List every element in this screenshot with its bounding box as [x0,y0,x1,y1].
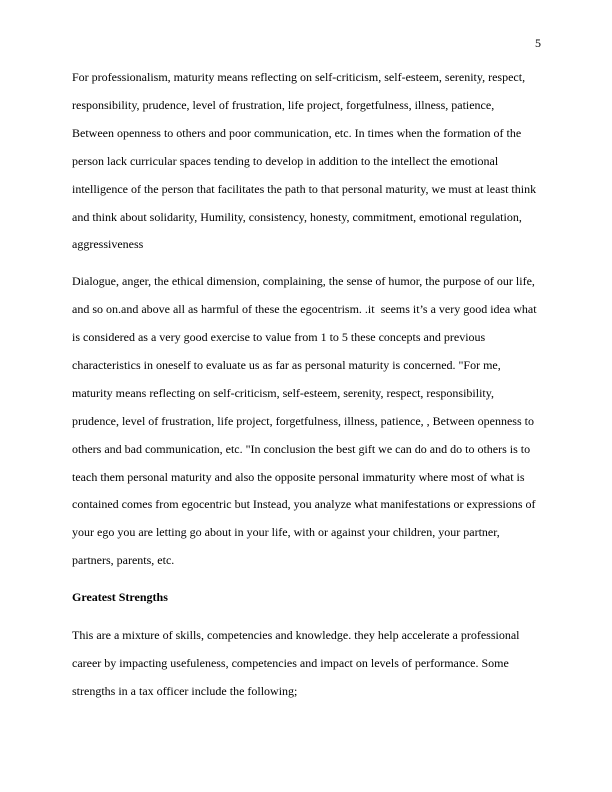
text-line: aggressiveness [72,237,144,251]
text-line: contained comes from egocentric but Instead, you analyze what manifestations or expressions of [72,497,536,511]
text-line: strengths in a tax officer include the following; [72,684,298,698]
text-line: person lack curricular spaces tending to develop in addition to the intellect the emotional [72,154,499,168]
text-line: characteristics in oneself to evaluate us as far as personal maturity is concerned. "For me, [72,358,501,372]
page-number: 5 [535,36,541,50]
text-line: career by impacting usefuleness, competencies and impact on levels of performance. Some [72,656,509,670]
text-line: This are a mixture of skills, competencies and knowledge. they help accelerate a professional [72,628,520,642]
text-line: prudence, level of frustration, life project, forgetfulness, illness, patience, , Between openness to [72,414,534,428]
text-line: partners, parents, etc. [72,553,175,567]
text-line: teach them personal maturity and also the opposite personal immaturity where most of what is [72,470,525,484]
text-line: and think about solidarity, Humility, consistency, honesty, commitment, emotional regulation, [72,210,522,224]
text-line: maturity means reflecting on self-criticism, self-esteem, serenity, respect, responsibility, [72,386,494,400]
text-line: your ego you are letting go about in your life, with or against your children, your partner, [72,525,500,539]
text-line: responsibility, prudence, level of frustration, life project, forgetfulness, illness, patience, [72,98,495,112]
text-line: and so on.and above all as harmful of these the egocentrism. .it seems it’s a very good idea what [72,302,537,316]
text-line: Dialogue, anger, the ethical dimension, complaining, the sense of humor, the purpose of our life, [72,274,535,288]
section-heading: Greatest Strengths [72,590,168,604]
text-line: intelligence of the person that facilitates the path to that personal maturity, we must at least think [72,182,537,196]
text-line: others and bad communication, etc. "In conclusion the best gift we can do and do to others is to [72,442,531,456]
text-line: For professionalism, maturity means reflecting on self-criticism, self-esteem, serenity, respect, [72,70,526,84]
text-line: is considered as a very good exercise to value from 1 to 5 these concepts and previous [72,330,486,344]
text-line: Between openness to others and poor communication, etc. In times when the formation of the [72,126,522,140]
